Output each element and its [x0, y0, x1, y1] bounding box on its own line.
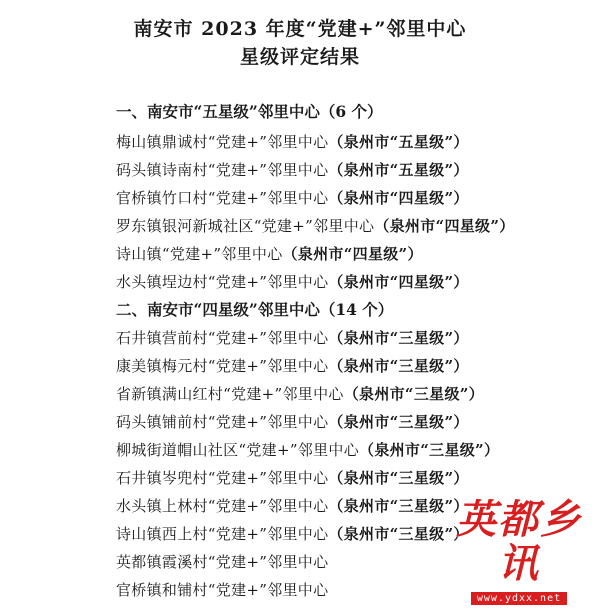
list-item	[116, 383, 484, 405]
list-item	[116, 243, 423, 265]
list-item	[116, 327, 469, 349]
watermark-url: www.ydxx.net	[471, 592, 567, 605]
center-name: 石井镇岑兜村“党建+”邻里中心	[116, 469, 329, 487]
center-name: 官桥镇竹口村“党建+”邻里中心	[116, 189, 329, 207]
watermark-logo	[444, 498, 594, 605]
center-name: 柳城街道帽山社区“党建+”邻里中心	[116, 441, 360, 459]
center-name: 英都镇霞溪村“党建+”邻里中心	[116, 553, 329, 571]
city-level: （泉州市“四星级”）	[374, 217, 515, 235]
city-level: （泉州市“五星级”）	[328, 133, 469, 151]
center-name: 诗山镇“党建+”邻里中心	[116, 245, 283, 263]
center-name: 官桥镇和铺村“党建+”邻里中心	[116, 581, 329, 599]
city-level: （泉州市“三星级”）	[328, 413, 469, 431]
section-heading-four-star: 二、南安市“四星级”邻里中心（14 个）	[116, 300, 394, 319]
watermark-text: 英都乡讯	[456, 496, 582, 587]
city-level: （泉州市“三星级”）	[359, 441, 500, 459]
list-item	[116, 215, 515, 237]
center-name: 省新镇满山红村“党建+”邻里中心	[116, 385, 344, 403]
city-level: （泉州市“三星级”）	[328, 329, 469, 347]
list-item	[116, 495, 469, 517]
center-name: 康美镇梅元村“党建+”邻里中心	[116, 357, 329, 375]
city-level: （泉州市“三星级”）	[328, 469, 469, 487]
city-level: （泉州市“三星级”）	[343, 385, 484, 403]
document-title-line1: 南安市 2023 年度“党建+”邻里中心	[133, 18, 467, 40]
list-item	[116, 467, 469, 489]
list-item	[116, 159, 469, 181]
city-level: （泉州市“五星级”）	[328, 161, 469, 179]
center-name: 石井镇营前村“党建+”邻里中心	[116, 329, 329, 347]
center-name: 罗东镇银河新城社区“党建+”邻里中心	[116, 217, 375, 235]
document-title-line2: 星级评定结果	[239, 46, 360, 68]
city-level: （泉州市“三星级”）	[328, 497, 469, 515]
city-level: （泉州市“三星级”）	[328, 357, 469, 375]
center-name: 码头镇诗南村“党建+”邻里中心	[116, 161, 329, 179]
city-level: （泉州市“四星级”）	[282, 245, 423, 263]
city-level: （泉州市“四星级”）	[328, 189, 469, 207]
center-name: 水头镇埕边村“党建+”邻里中心	[116, 273, 329, 291]
list-item	[116, 439, 499, 461]
section-heading-five-star: 一、南安市“五星级”邻里中心（6 个）	[116, 102, 383, 121]
center-name: 梅山镇鼎诚村“党建+”邻里中心	[116, 133, 329, 151]
list-item	[116, 523, 469, 545]
list-item	[116, 411, 469, 433]
city-level: （泉州市“四星级”）	[328, 273, 469, 291]
list-item	[116, 551, 328, 573]
list-item	[116, 271, 469, 293]
list-item	[116, 579, 328, 601]
city-level: （泉州市“三星级”）	[328, 525, 469, 543]
list-item	[116, 355, 469, 377]
center-name: 水头镇上林村“党建+”邻里中心	[116, 497, 329, 515]
center-name: 码头镇铺前村“党建+”邻里中心	[116, 413, 329, 431]
list-item	[116, 187, 469, 209]
center-name: 诗山镇西上村“党建+”邻里中心	[116, 525, 329, 543]
list-item	[116, 131, 469, 153]
